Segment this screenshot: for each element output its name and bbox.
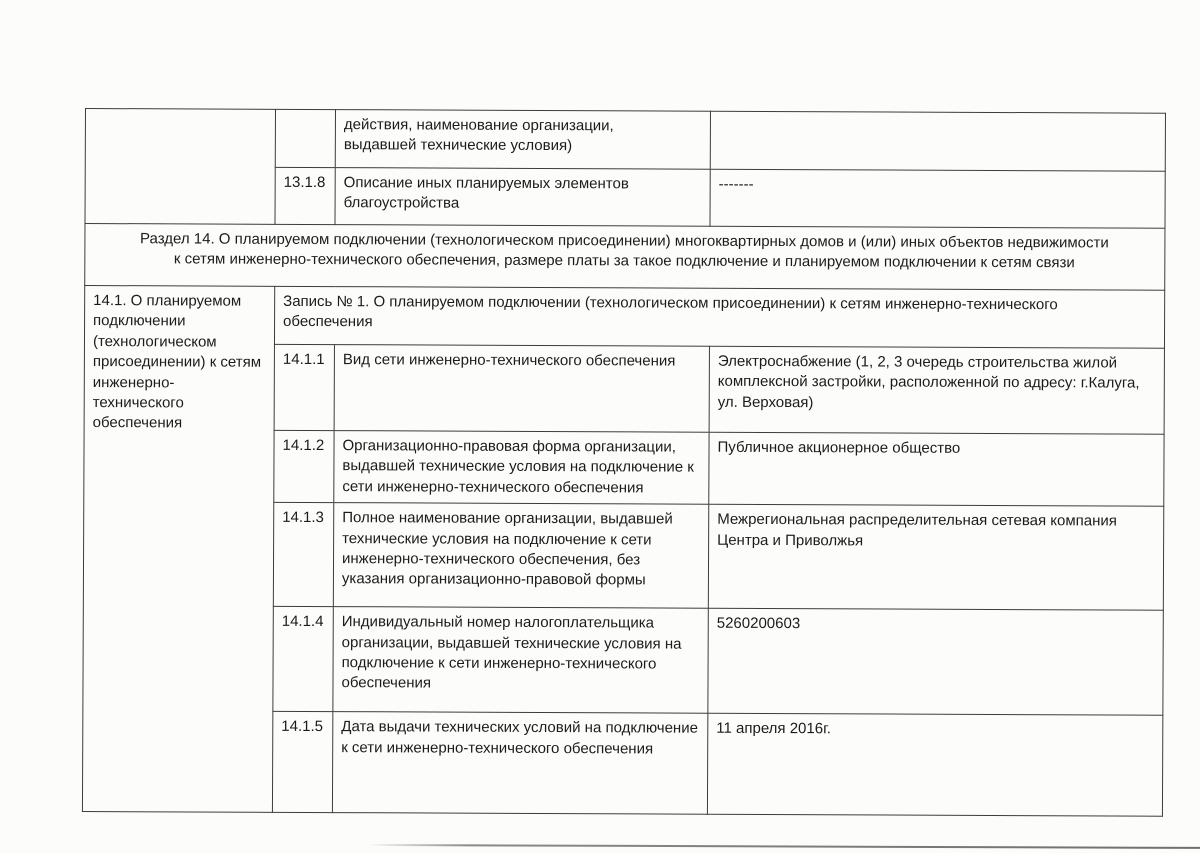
scan-edge-artifact bbox=[368, 844, 1200, 849]
row-label-cell: действия, наименование организации, выдавшей технические условия) bbox=[335, 110, 710, 170]
section14-left-label: 14.1. О планируемом подключении (технологическом присоединении) к сетям инженерно-технического обеспечения bbox=[82, 286, 274, 813]
row-label-cell: Описание иных планируемых элементов благоустройства bbox=[335, 168, 710, 227]
row-label-cell: Дата выдачи технических условий на подключение к сети инженерно-технического обеспечения bbox=[332, 712, 707, 815]
section14-header: Раздел 14. О планируемом подключении (технологическом присоединении) многоквартирных домов и (или) иных объектов недвижимости к сетям инженерно-технического обеспечения, размере платы за такое подключение и планируемом подключении к сетям связи bbox=[85, 224, 1165, 291]
row-label-cell: Вид сети инженерно-технического обеспечения bbox=[334, 345, 709, 433]
row-number-cell: 14.1.3 bbox=[273, 502, 333, 606]
record1-header: Запись № 1. О планируемом подключении (технологическом присоединении) к сетям инженерно-технического обеспечения bbox=[274, 286, 1164, 348]
row-label-cell: Индивидуальный номер налогоплательщика организации, выдавшей технические условия на подключение к сети инженерно-технического обеспечения bbox=[333, 607, 708, 714]
row-value-cell: ------- bbox=[710, 169, 1165, 228]
row-number-cell: 14.1.4 bbox=[273, 606, 333, 711]
row-value-cell bbox=[710, 111, 1165, 171]
continuation-row bbox=[85, 109, 1165, 172]
row-value-cell: Электроснабжение (1, 2, 3 очередь строительства жилой комплексной застройки, расположенной по адресу: г.Калуга, ул. Верховая) bbox=[709, 346, 1164, 434]
declaration-table bbox=[82, 108, 1166, 817]
row-number-cell: 14.1.2 bbox=[274, 430, 334, 502]
declaration-table-wrap bbox=[82, 108, 1165, 817]
section13-left-cell bbox=[85, 109, 275, 225]
row-number-cell: 13.1.8 bbox=[275, 167, 335, 224]
row-value-cell: Межрегиональная распределительная сетевая компания Центра и Приволжья bbox=[708, 504, 1163, 610]
row-number-cell: 14.1.1 bbox=[274, 344, 334, 430]
row-value-cell: Публичное акционерное общество bbox=[709, 432, 1164, 506]
row-number-cell bbox=[275, 109, 335, 167]
row-value-cell: 5260200603 bbox=[708, 608, 1163, 715]
row-value-cell: 11 апреля 2016г. bbox=[707, 713, 1162, 816]
row-number-cell: 14.1.5 bbox=[272, 711, 332, 812]
section14-header-row bbox=[85, 224, 1165, 291]
row-label-cell: Полное наименование организации, выдавшей технические условия на подключение к сети инженерно-технического обеспечения, без указания организационно-правовой формы bbox=[333, 503, 708, 609]
row-label-cell: Организационно-правовая форма организации, выдавшей технические условия на подключение к сети инженерно-технического обеспечения bbox=[334, 431, 709, 505]
record1-header-row bbox=[84, 286, 1164, 349]
